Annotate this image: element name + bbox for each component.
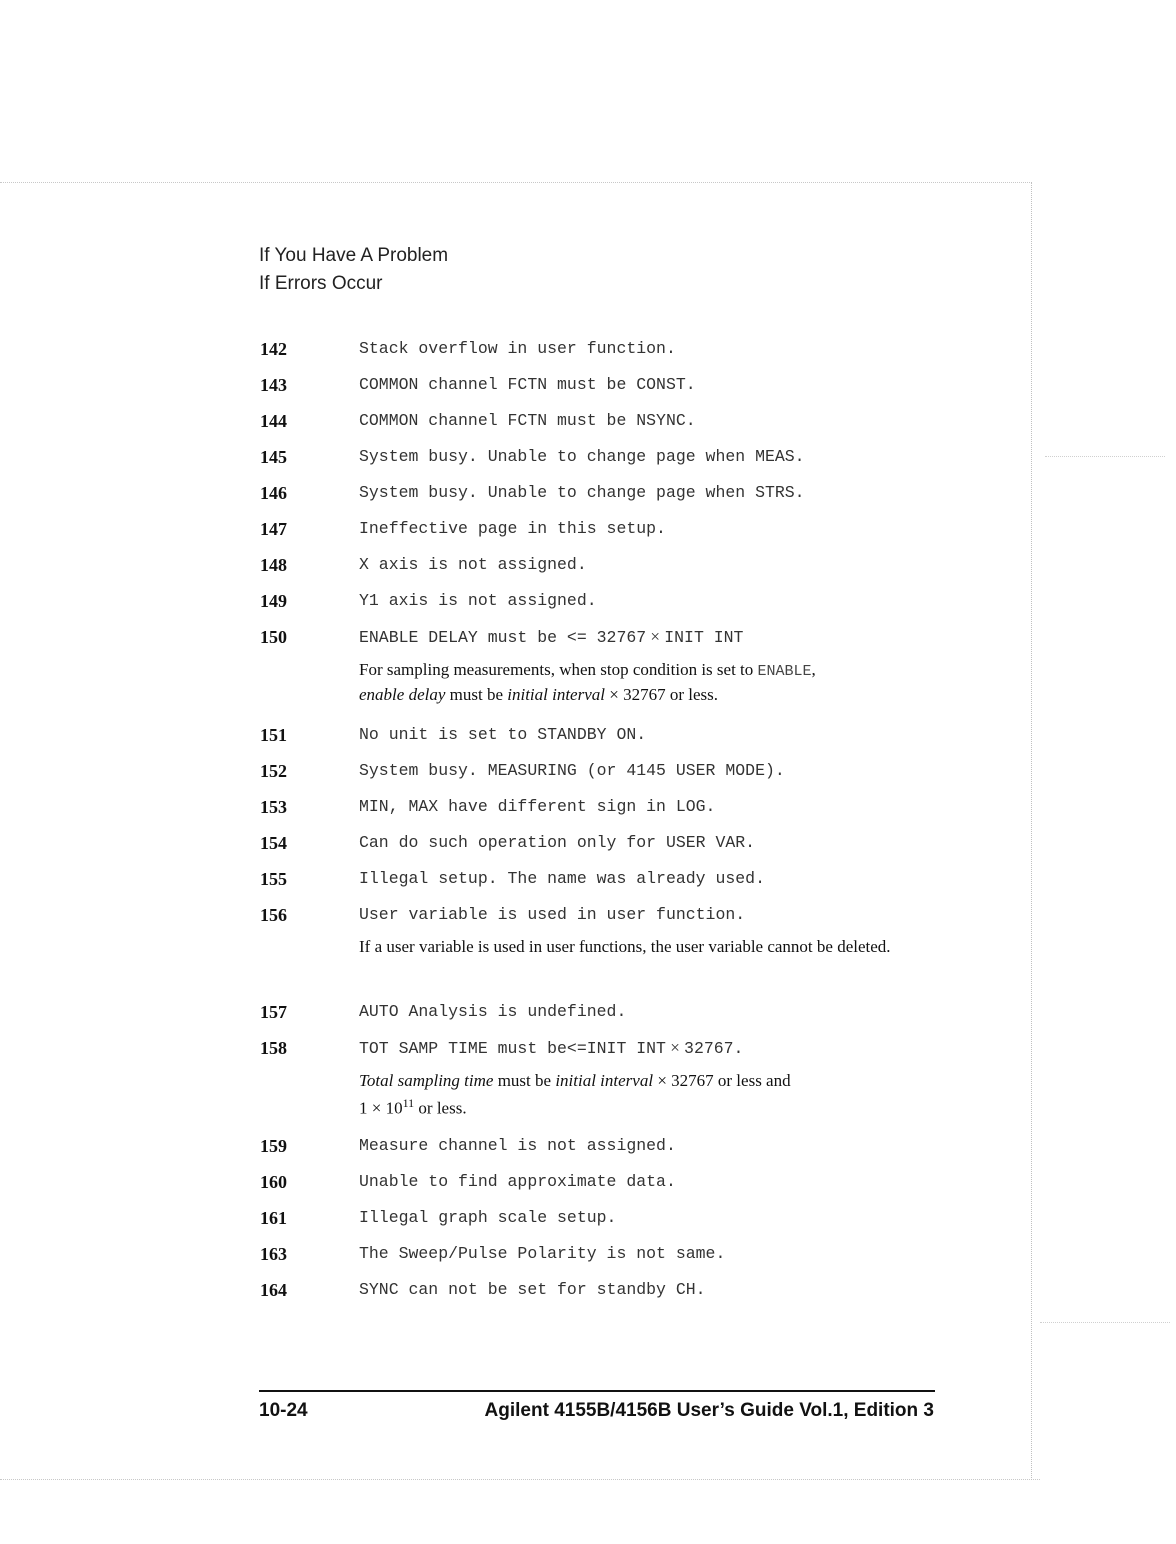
exponent: 11 — [402, 1096, 415, 1110]
note-term: Total sampling time — [359, 1071, 494, 1090]
note-text: or less. — [414, 1098, 467, 1118]
error-code: 159 — [260, 1136, 287, 1156]
error-entry — [260, 723, 646, 747]
header-section: If Errors Occur — [259, 273, 383, 294]
times-sign: × — [646, 627, 665, 646]
header-chapter: If You Have A Problem — [259, 245, 449, 266]
error-code: 157 — [260, 1002, 287, 1022]
error-code: 156 — [260, 905, 287, 925]
error-message: System busy. Unable to change page when MEAS. — [359, 447, 805, 466]
scan-mark — [1040, 1322, 1170, 1323]
message-part: INIT INT — [664, 628, 744, 647]
error-code: 158 — [260, 1038, 287, 1058]
message-part: ENABLE DELAY must be <= 32767 — [359, 628, 647, 647]
error-message: System busy. Unable to change page when STRS. — [359, 483, 805, 502]
error-entry — [260, 1036, 934, 1120]
error-code: 147 — [260, 519, 287, 539]
error-code: 145 — [260, 447, 287, 467]
error-entry — [260, 795, 715, 819]
error-message: The Sweep/Pulse Polarity is not same. — [359, 1244, 726, 1263]
error-entry — [260, 409, 696, 433]
error-explanation — [359, 1069, 934, 1120]
error-message: COMMON channel FCTN must be CONST. — [359, 375, 696, 394]
note-text: , — [811, 660, 816, 679]
note-code: ENABLE — [757, 663, 812, 680]
error-message: X axis is not assigned. — [359, 555, 587, 574]
error-entry — [260, 625, 934, 706]
error-message: Illegal setup. The name was already used. — [359, 869, 765, 888]
document-title: Agilent 4155B/4156B User’s Guide Vol.1, Edition 3 — [484, 1400, 934, 1421]
error-message: Y1 axis is not assigned. — [359, 591, 597, 610]
error-message: AUTO Analysis is undefined. — [359, 1002, 627, 1021]
error-code: 161 — [260, 1208, 287, 1228]
error-explanation: If a user variable is used in user functions, the user variable cannot be deleted. — [359, 937, 891, 956]
page-number: 10-24 — [259, 1400, 308, 1421]
message-part: 32767. — [684, 1039, 744, 1058]
error-message: Can do such operation only for USER VAR. — [359, 833, 756, 852]
error-code: 142 — [260, 339, 287, 359]
note-text: × 32767 or less. — [605, 685, 718, 704]
note-text: must be — [445, 685, 508, 704]
note-term: initial interval — [555, 1071, 654, 1090]
error-code: 150 — [260, 627, 287, 647]
note-term: enable delay — [359, 685, 446, 704]
scan-mark — [1045, 456, 1165, 457]
message-part: TOT SAMP TIME must be<=INIT INT — [359, 1039, 666, 1058]
error-entry — [260, 1170, 676, 1194]
error-entry — [260, 759, 785, 783]
error-code: 149 — [260, 591, 287, 611]
footer-rule — [259, 1390, 935, 1392]
error-code: 154 — [260, 833, 287, 853]
scan-edge-right — [1031, 182, 1032, 1480]
error-code: 148 — [260, 555, 287, 575]
error-code: 146 — [260, 483, 287, 503]
error-message: Illegal graph scale setup. — [359, 1208, 617, 1227]
error-entry — [260, 553, 587, 577]
error-code: 163 — [260, 1244, 287, 1264]
error-message: No unit is set to STANDBY ON. — [359, 725, 647, 744]
times-sign: × — [665, 1038, 685, 1057]
error-message: Ineffective page in this setup. — [359, 519, 666, 538]
error-entry — [260, 1278, 706, 1302]
error-code: 155 — [260, 869, 287, 889]
error-entry — [260, 1000, 626, 1024]
scan-edge-bottom — [0, 1479, 1040, 1480]
error-entry — [260, 517, 666, 541]
error-code: 152 — [260, 761, 287, 781]
note-text: × 32767 or less and — [653, 1071, 791, 1090]
error-message: Unable to find approximate data. — [359, 1172, 676, 1191]
error-entry — [260, 481, 805, 505]
error-code: 153 — [260, 797, 287, 817]
error-message: User variable is used in user function. — [359, 905, 746, 924]
error-entry — [260, 337, 676, 361]
error-message: Stack overflow in user function. — [359, 339, 676, 358]
error-message: System busy. MEASURING (or 4145 USER MODE). — [359, 761, 785, 780]
error-message: SYNC can not be set for standby CH. — [359, 1280, 706, 1299]
note-term: initial interval — [507, 685, 605, 704]
note-text: For sampling measurements, when stop condition is set to — [359, 660, 758, 679]
error-message — [359, 625, 934, 650]
error-code: 144 — [260, 411, 287, 431]
error-explanation — [359, 658, 934, 706]
error-entry — [260, 589, 597, 613]
error-entry — [260, 1206, 616, 1230]
note-text: must be — [493, 1071, 556, 1090]
error-message: MIN, MAX have different sign in LOG. — [359, 797, 716, 816]
note-text: 1 × 10 — [359, 1098, 403, 1118]
error-entry — [260, 831, 755, 855]
error-entry — [260, 445, 805, 469]
error-entry — [260, 867, 765, 891]
scan-edge-top — [0, 182, 1032, 183]
error-entry — [260, 1134, 676, 1158]
error-code: 151 — [260, 725, 287, 745]
running-header — [259, 242, 448, 298]
error-code: 164 — [260, 1280, 287, 1300]
error-message — [359, 1036, 934, 1061]
error-entry — [260, 373, 696, 397]
error-message: COMMON channel FCTN must be NSYNC. — [359, 411, 696, 430]
error-code: 143 — [260, 375, 287, 395]
error-message: Measure channel is not assigned. — [359, 1136, 676, 1155]
error-entry — [260, 903, 934, 958]
error-entry — [260, 1242, 725, 1266]
error-code: 160 — [260, 1172, 287, 1192]
